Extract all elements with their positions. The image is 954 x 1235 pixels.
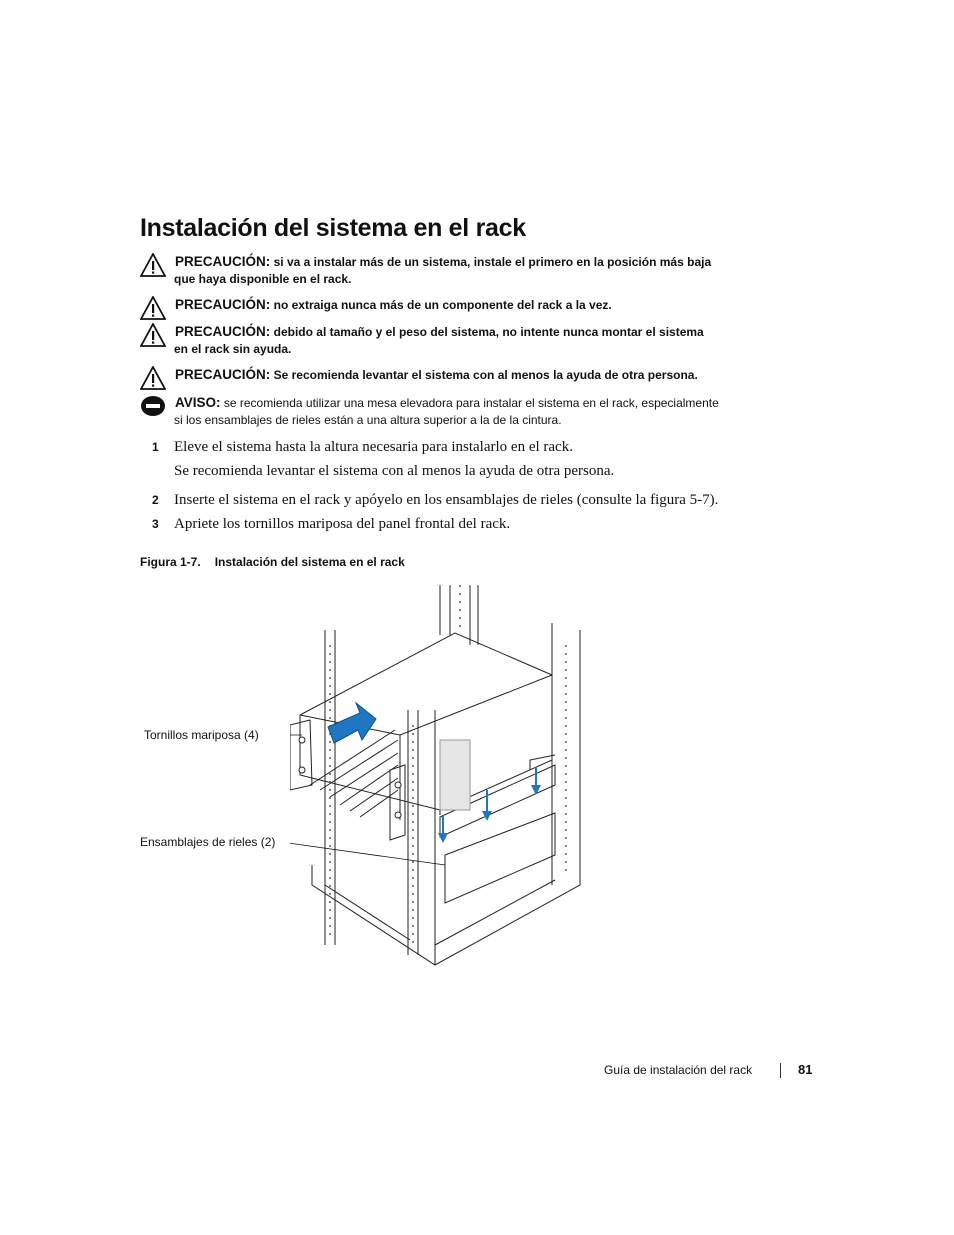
caution-note-4	[140, 366, 760, 384]
note-keyword: AVISO:	[175, 395, 221, 410]
note-text: debido al tamaño y el peso del sistema, no intente nunca montar el sistema	[273, 325, 704, 339]
step-3	[152, 516, 510, 533]
note-text-cont: que haya disponible en el rack.	[174, 272, 352, 286]
caution-note-3	[140, 323, 760, 358]
note-keyword: PRECAUCIÓN:	[175, 324, 271, 339]
note-text: no extraiga nunca más de un componente del rack a la vez.	[273, 298, 612, 312]
figure-title: Instalación del sistema en el rack	[214, 555, 405, 569]
note-keyword: PRECAUCIÓN:	[175, 297, 271, 312]
page-number: 81	[798, 1062, 813, 1077]
page-title: Instalación del sistema en el rack	[140, 214, 526, 242]
step-1	[152, 439, 573, 456]
warning-triangle-icon	[140, 253, 166, 277]
note-text: si va a instalar más de un sistema, instale el primero en la posición más baja	[273, 255, 712, 269]
note-keyword: PRECAUCIÓN:	[175, 254, 271, 269]
step-text: Inserte el sistema en el rack y apóyelo en los ensamblajes de rieles (consulte la figura 5-7).	[174, 492, 719, 508]
note-text: Se recomienda levantar el sistema con al menos la ayuda de otra persona.	[273, 368, 698, 382]
step-1-sub: Se recomienda levantar el sistema con al menos la ayuda de otra persona.	[174, 463, 615, 479]
warning-triangle-icon	[140, 323, 166, 347]
step-number: 3	[152, 517, 159, 531]
callout-thumbscrews: Tornillos mariposa (4)	[144, 728, 259, 742]
caution-note-1	[140, 253, 760, 288]
warning-triangle-icon	[140, 366, 166, 390]
notice-stop-icon	[140, 394, 166, 418]
rack-installation-illustration	[290, 585, 590, 970]
figure-label: Figura 1-7.	[140, 555, 201, 569]
note-text-cont: si los ensamblajes de rieles están a una altura superior a la de la cintura.	[174, 413, 562, 427]
caution-note-2	[140, 296, 760, 314]
footer-divider	[780, 1063, 781, 1078]
step-text: Eleve el sistema hasta la altura necesaria para instalarlo en el rack.	[174, 439, 573, 455]
footer-title: Guía de instalación del rack	[604, 1063, 753, 1077]
step-number: 1	[152, 440, 159, 454]
note-text-cont: en el rack sin ayuda.	[174, 342, 292, 356]
step-number: 2	[152, 493, 159, 507]
note-text: se recomienda utilizar una mesa elevadora para instalar el sistema en el rack, especialmente	[223, 396, 719, 410]
note-keyword: PRECAUCIÓN:	[175, 367, 271, 382]
figure-caption	[140, 555, 405, 569]
warning-triangle-icon	[140, 296, 166, 320]
notice-note	[140, 394, 760, 429]
step-text: Apriete los tornillos mariposa del panel frontal del rack.	[174, 516, 511, 532]
callout-rail-assemblies: Ensamblajes de rieles (2)	[140, 835, 276, 849]
step-2	[152, 492, 718, 509]
